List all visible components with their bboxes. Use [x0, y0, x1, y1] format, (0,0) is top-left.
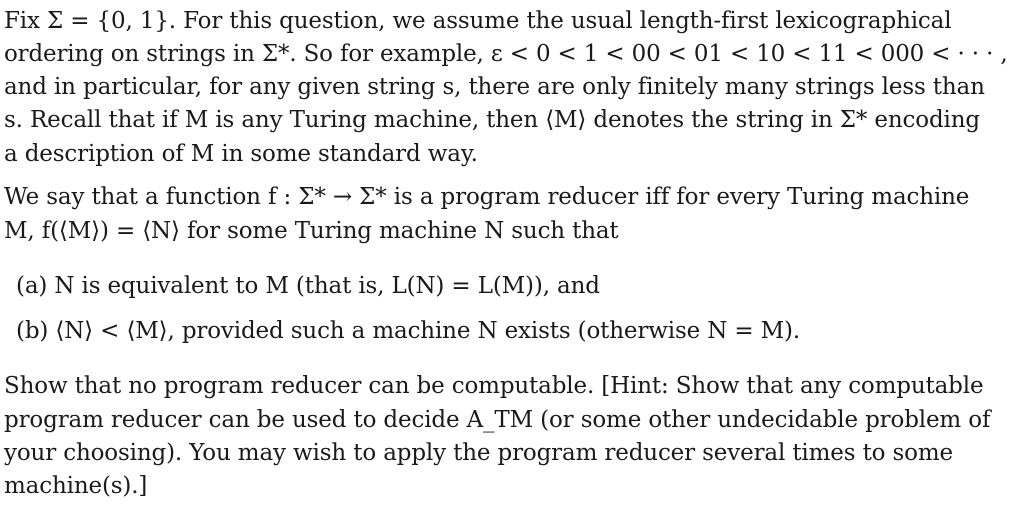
paragraph-2-line-2: M, f(⟨M⟩) = ⟨N⟩ for some Turing machine N such that [4, 218, 619, 244]
paragraph-3-line-4: machine(s).] [4, 473, 148, 499]
paragraph-3-line-3: your choosing). You may wish to apply the program reducer several times to some [4, 440, 953, 466]
paragraph-1-line-1: Fix Σ = {0, 1}. For this question, we assume the usual length-first lexicographical [4, 8, 952, 34]
paragraph-1-line-2: ordering on strings in Σ*. So for example, ε < 0 < 1 < 00 < 01 < 10 < 11 < 000 < · · · , [4, 41, 1008, 67]
paragraph-3-line-1: Show that no program reducer can be computable. [Hint: Show that any computable [4, 373, 984, 399]
paragraph-3-line-2: program reducer can be used to decide A_TM (or some other undecidable problem of [4, 407, 991, 433]
condition-b: (b) ⟨N⟩ < ⟨M⟩, provided such a machine N exists (otherwise N = M). [16, 318, 801, 344]
paragraph-1-line-3: and in particular, for any given string s, there are only finitely many strings less than [4, 74, 985, 100]
paragraph-2-line-1: We say that a function f : Σ* → Σ* is a program reducer iff for every Turing machine [4, 184, 970, 210]
condition-a: (a) N is equivalent to M (that is, L(N) = L(M)), and [16, 273, 600, 299]
paragraph-1-line-5: a description of M in some standard way. [4, 141, 478, 167]
paragraph-1-line-4: s. Recall that if M is any Turing machine, then ⟨M⟩ denotes the string in Σ* encoding [4, 107, 980, 133]
